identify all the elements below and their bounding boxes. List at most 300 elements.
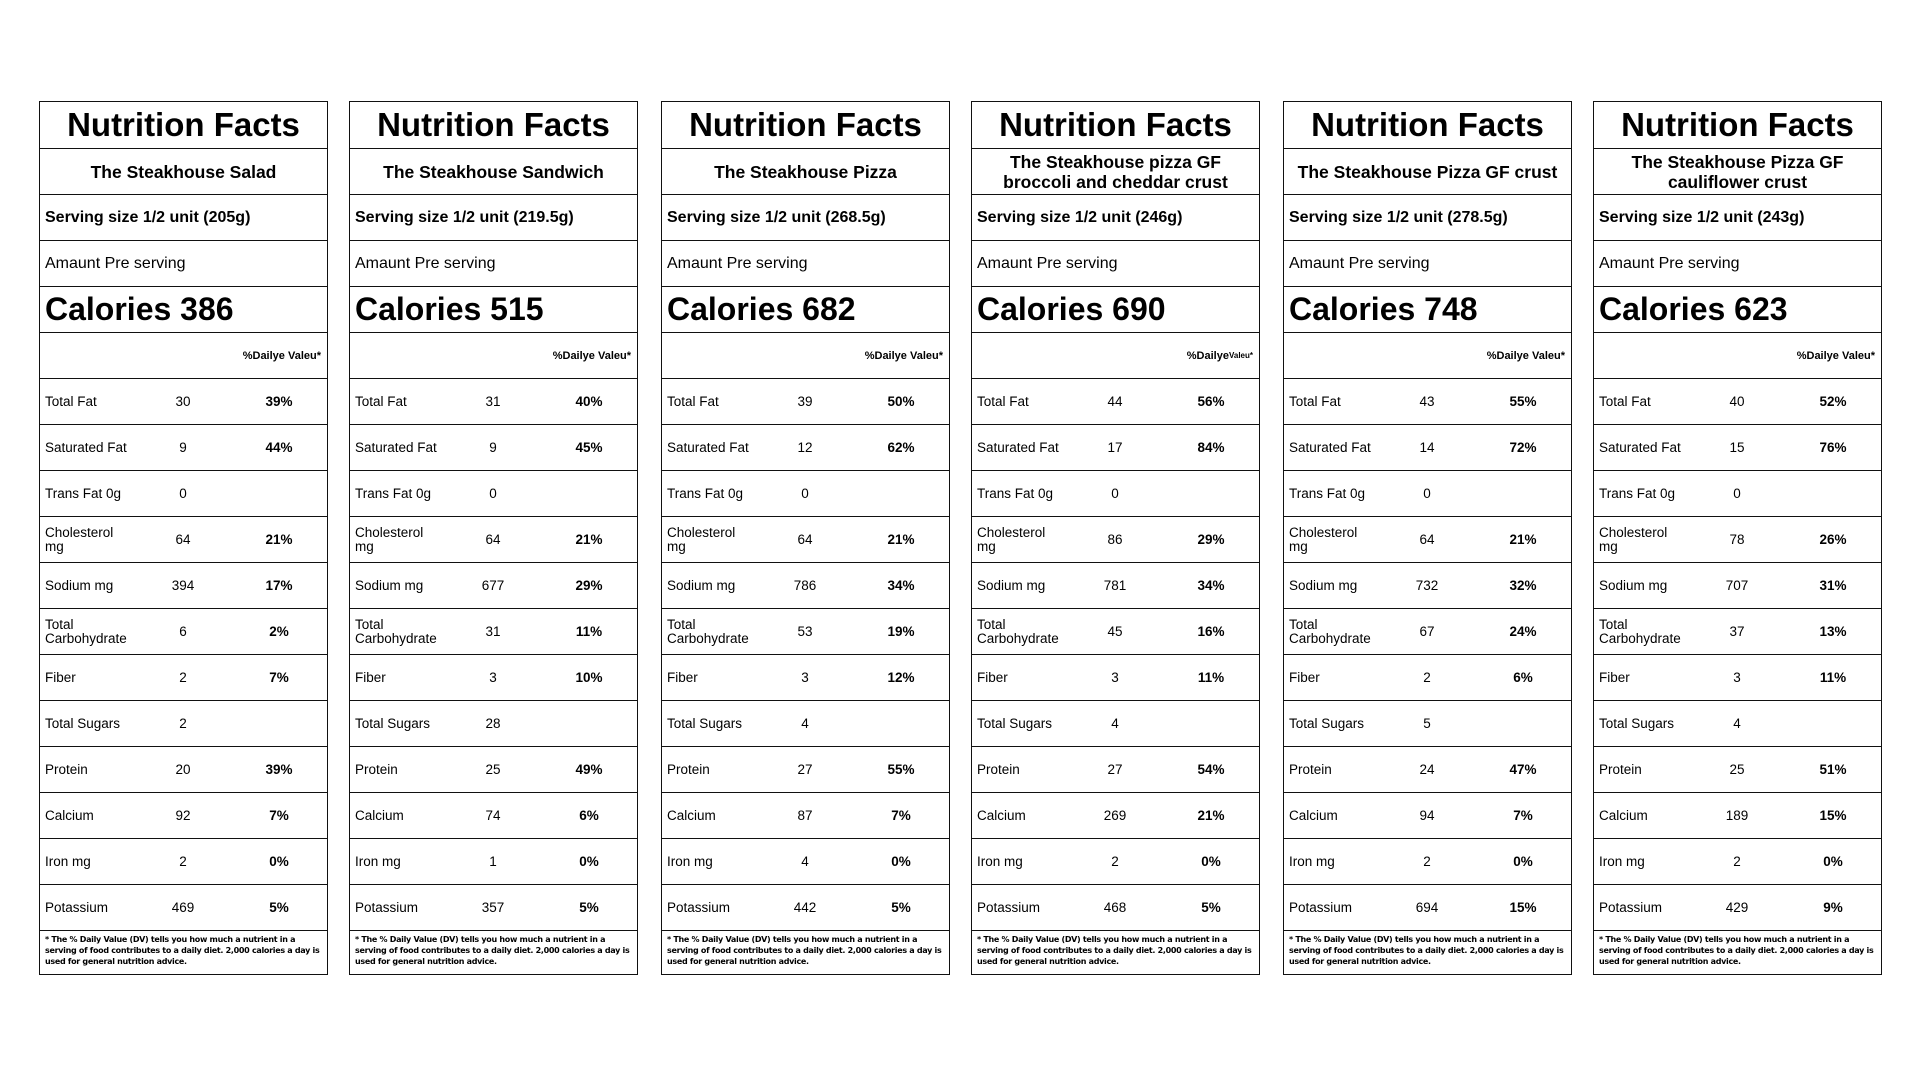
nutrient-name: Fiber (1289, 669, 1320, 685)
nutrient-daily-value: 15% (1509, 900, 1537, 915)
nutrient-amount: 3 (1111, 670, 1119, 685)
nutrient-row (1284, 517, 1571, 563)
nutrient-row (40, 563, 327, 609)
nutrition-label (971, 101, 1260, 975)
amount-per-serving: Amaunt Pre serving (350, 241, 637, 287)
nutrient-amount: 43 (1419, 394, 1435, 409)
nutrient-name: Protein (1289, 761, 1332, 777)
nutrient-daily-value: 50% (887, 394, 915, 409)
nutrient-daily-value: 11% (1197, 670, 1225, 685)
nutrient-row (1594, 655, 1881, 701)
nutrient-row (662, 839, 949, 885)
nutrient-amount: 64 (175, 532, 191, 547)
nutrient-amount: 15 (1729, 440, 1745, 455)
nutrient-row (350, 885, 637, 931)
nutrient-name: Protein (1599, 761, 1642, 777)
daily-value-header (350, 333, 637, 379)
serving-size: Serving size 1/2 unit (278.5g) (1284, 195, 1571, 241)
nutrient-daily-value: 21% (575, 532, 603, 547)
nutrient-amount: 3 (489, 670, 497, 685)
nutrient-row (972, 563, 1259, 609)
nutrient-row (1284, 885, 1571, 931)
nutrient-name: Total Fat (667, 393, 719, 409)
nutrient-name: Sodium mg (1599, 577, 1668, 593)
daily-value-header (1594, 333, 1881, 379)
nutrient-name: Fiber (45, 669, 76, 685)
nutrient-amount: 2 (179, 854, 187, 869)
nutrient-daily-value: 76% (1819, 440, 1847, 455)
nutrient-daily-value: 9% (1823, 900, 1843, 915)
serving-size: Serving size 1/2 unit (219.5g) (350, 195, 637, 241)
nutrient-daily-value: 62% (887, 440, 915, 455)
nutrient-amount: 31 (485, 394, 501, 409)
nutrient-row (662, 701, 949, 747)
nutrient-name: Cholesterol mg (1599, 524, 1668, 554)
nutrient-daily-value: 49% (575, 762, 603, 777)
label-title: Nutrition Facts (40, 102, 327, 149)
nutrient-amount: 2 (1733, 854, 1741, 869)
nutrient-daily-value: 39% (265, 762, 293, 777)
nutrient-row (1594, 885, 1881, 931)
product-name: The Steakhouse pizza GF broccoli and cheddar crust (972, 149, 1259, 195)
nutrient-daily-value: 5% (891, 900, 911, 915)
nutrition-label (1283, 101, 1572, 975)
nutrient-amount: 0 (179, 486, 187, 501)
serving-size: Serving size 1/2 unit (205g) (40, 195, 327, 241)
nutrient-amount: 269 (1103, 808, 1127, 823)
nutrient-daily-value: 56% (1197, 394, 1225, 409)
nutrient-name: Trans Fat 0g (977, 485, 1054, 501)
nutrient-amount: 9 (179, 440, 187, 455)
nutrient-row (40, 839, 327, 885)
nutrient-row (972, 839, 1259, 885)
nutrient-daily-value: 24% (1509, 624, 1537, 639)
nutrient-amount: 94 (1419, 808, 1435, 823)
nutrient-amount: 2 (179, 670, 187, 685)
product-name: The Steakhouse Pizza GF crust (1284, 149, 1571, 195)
nutrient-daily-value: 44% (265, 440, 293, 455)
nutrient-row (1284, 747, 1571, 793)
nutrient-row (662, 379, 949, 425)
nutrient-amount: 4 (801, 716, 809, 731)
nutrient-amount: 442 (793, 900, 817, 915)
nutrient-amount: 429 (1725, 900, 1749, 915)
nutrient-amount: 40 (1729, 394, 1745, 409)
nutrient-name: Total Sugars (355, 715, 431, 731)
nutrient-row (350, 747, 637, 793)
nutrient-name: Cholesterol mg (355, 524, 424, 554)
serving-size: Serving size 1/2 unit (243g) (1594, 195, 1881, 241)
nutrient-name: Total Sugars (667, 715, 743, 731)
nutrient-row (350, 793, 637, 839)
nutrient-name: Cholesterol mg (1289, 524, 1358, 554)
footnote: * The % Daily Value (DV) tells you how much a nutrient in a serving of food contributes to a daily diet. 2,000 calories a day is used for general nutrition advice. (1599, 935, 1874, 966)
nutrient-row (662, 471, 949, 517)
nutrient-daily-value: 15% (1819, 808, 1847, 823)
nutrient-name: Total Carbohydrate (355, 616, 437, 646)
nutrient-amount: 6 (179, 624, 187, 639)
nutrient-row (350, 425, 637, 471)
product-name: The Steakhouse Pizza (662, 149, 949, 195)
dv-header-text: %Dailye Valeu* (864, 349, 943, 362)
nutrient-name: Total Carbohydrate (1289, 616, 1371, 646)
nutrient-daily-value: 19% (887, 624, 915, 639)
nutrient-amount: 25 (485, 762, 501, 777)
nutrient-row (1594, 793, 1881, 839)
nutrient-name: Trans Fat 0g (1599, 485, 1676, 501)
daily-value-header (662, 333, 949, 379)
nutrient-row (1594, 517, 1881, 563)
nutrient-row (1594, 471, 1881, 517)
nutrient-name: Saturated Fat (1599, 439, 1681, 455)
nutrient-amount: 17 (1107, 440, 1123, 455)
nutrient-daily-value: 32% (1509, 578, 1537, 593)
nutrient-row (662, 793, 949, 839)
nutrient-amount: 64 (485, 532, 501, 547)
nutrient-amount: 1 (489, 854, 497, 869)
nutrient-name: Potassium (1599, 899, 1663, 915)
nutrient-amount: 394 (171, 578, 195, 593)
nutrient-name: Iron mg (1599, 853, 1645, 869)
nutrient-amount: 30 (175, 394, 191, 409)
product-name: The Steakhouse Pizza GF cauliflower crust (1594, 149, 1881, 195)
footnote: * The % Daily Value (DV) tells you how much a nutrient in a serving of food contributes to a daily diet. 2,000 calories a day is used for general nutrition advice. (977, 935, 1252, 966)
nutrition-label (39, 101, 328, 975)
nutrient-amount: 2 (1423, 670, 1431, 685)
nutrient-daily-value: 0% (1201, 854, 1221, 869)
calories: Calories 682 (662, 287, 949, 333)
nutrient-row (1284, 379, 1571, 425)
nutrient-row (662, 609, 949, 655)
nutrient-daily-value: 40% (575, 394, 603, 409)
nutrient-daily-value: 11% (575, 624, 603, 639)
nutrient-row (972, 609, 1259, 655)
nutrient-row (40, 701, 327, 747)
nutrient-amount: 87 (797, 808, 813, 823)
nutrient-row (1284, 609, 1571, 655)
nutrient-name: Calcium (355, 807, 404, 823)
nutrient-row (40, 517, 327, 563)
nutrient-row (350, 609, 637, 655)
nutrient-name: Total Sugars (1599, 715, 1675, 731)
nutrient-name: Cholesterol mg (45, 524, 114, 554)
nutrient-row (1284, 471, 1571, 517)
footnote: * The % Daily Value (DV) tells you how much a nutrient in a serving of food contributes to a daily diet. 2,000 calories a day is used for general nutrition advice. (1289, 935, 1564, 966)
nutrient-daily-value: 39% (265, 394, 293, 409)
amount-per-serving: Amaunt Pre serving (1284, 241, 1571, 287)
nutrient-daily-value: 0% (1513, 854, 1533, 869)
nutrient-name: Total Fat (977, 393, 1029, 409)
calories: Calories 748 (1284, 287, 1571, 333)
nutrient-daily-value: 84% (1197, 440, 1225, 455)
nutrient-name: Calcium (977, 807, 1026, 823)
nutrient-amount: 53 (797, 624, 813, 639)
label-title: Nutrition Facts (662, 102, 949, 149)
nutrient-row (1284, 793, 1571, 839)
dv-header-prefix: %Dailye (1186, 349, 1229, 362)
nutrient-row (972, 885, 1259, 931)
nutrient-name: Sodium mg (355, 577, 424, 593)
nutrient-row (1594, 747, 1881, 793)
nutrient-name: Iron mg (45, 853, 91, 869)
nutrition-label (661, 101, 950, 975)
nutrient-name: Trans Fat 0g (355, 485, 432, 501)
nutrient-daily-value: 21% (1509, 532, 1537, 547)
nutrient-name: Iron mg (977, 853, 1023, 869)
nutrient-name: Trans Fat 0g (45, 485, 122, 501)
nutrient-daily-value: 17% (265, 578, 293, 593)
nutrient-name: Cholesterol mg (977, 524, 1046, 554)
nutrient-name: Sodium mg (667, 577, 736, 593)
calories: Calories 690 (972, 287, 1259, 333)
nutrient-amount: 3 (801, 670, 809, 685)
nutrient-name: Total Carbohydrate (45, 616, 127, 646)
nutrient-row (972, 379, 1259, 425)
nutrient-name: Trans Fat 0g (1289, 485, 1366, 501)
nutrient-name: Saturated Fat (977, 439, 1059, 455)
nutrient-daily-value: 2% (269, 624, 289, 639)
nutrient-name: Iron mg (355, 853, 401, 869)
nutrient-daily-value: 13% (1819, 624, 1847, 639)
label-title: Nutrition Facts (350, 102, 637, 149)
nutrient-amount: 12 (797, 440, 813, 455)
nutrient-daily-value: 52% (1819, 394, 1847, 409)
nutrient-name: Total Carbohydrate (1599, 616, 1681, 646)
nutrient-daily-value: 5% (1201, 900, 1221, 915)
nutrient-amount: 27 (797, 762, 813, 777)
nutrient-row (40, 885, 327, 931)
nutrient-name: Saturated Fat (667, 439, 749, 455)
product-name: The Steakhouse Salad (40, 149, 327, 195)
nutrient-row (662, 885, 949, 931)
calories: Calories 623 (1594, 287, 1881, 333)
nutrient-amount: 786 (793, 578, 817, 593)
nutrient-daily-value: 31% (1819, 578, 1847, 593)
nutrient-amount: 357 (481, 900, 505, 915)
nutrient-row (40, 747, 327, 793)
nutrient-daily-value: 11% (1819, 670, 1847, 685)
nutrient-daily-value: 55% (887, 762, 915, 777)
serving-size: Serving size 1/2 unit (246g) (972, 195, 1259, 241)
nutrient-row (350, 563, 637, 609)
nutrient-daily-value: 7% (269, 808, 289, 823)
nutrient-row (40, 379, 327, 425)
nutrient-amount: 677 (481, 578, 505, 593)
nutrient-amount: 4 (1733, 716, 1741, 731)
nutrient-daily-value: 29% (575, 578, 603, 593)
nutrient-name: Iron mg (667, 853, 713, 869)
nutrient-row (1594, 701, 1881, 747)
nutrient-row (40, 655, 327, 701)
nutrient-name: Fiber (667, 669, 698, 685)
nutrient-amount: 0 (1423, 486, 1431, 501)
nutrient-daily-value: 7% (269, 670, 289, 685)
nutrient-daily-value: 26% (1819, 532, 1847, 547)
nutrient-amount: 189 (1725, 808, 1749, 823)
nutrient-daily-value: 34% (1197, 578, 1225, 593)
nutrient-name: Sodium mg (1289, 577, 1358, 593)
nutrient-name: Saturated Fat (355, 439, 437, 455)
nutrient-name: Total Carbohydrate (667, 616, 749, 646)
nutrient-daily-value: 72% (1509, 440, 1537, 455)
calories: Calories 386 (40, 287, 327, 333)
nutrient-row (972, 425, 1259, 471)
nutrient-name: Total Sugars (977, 715, 1053, 731)
nutrient-name: Fiber (1599, 669, 1630, 685)
nutrient-amount: 67 (1419, 624, 1435, 639)
nutrient-name: Calcium (667, 807, 716, 823)
daily-value-header (1284, 333, 1571, 379)
nutrient-row (662, 747, 949, 793)
nutrient-name: Trans Fat 0g (667, 485, 744, 501)
nutrient-row (40, 425, 327, 471)
nutrient-daily-value: 51% (1819, 762, 1847, 777)
nutrition-label (1593, 101, 1882, 975)
nutrient-amount: 0 (1111, 486, 1119, 501)
nutrient-name: Fiber (355, 669, 386, 685)
nutrient-row (1284, 425, 1571, 471)
nutrient-amount: 24 (1419, 762, 1435, 777)
nutrient-row (350, 379, 637, 425)
nutrient-amount: 2 (179, 716, 187, 731)
nutrient-amount: 64 (797, 532, 813, 547)
nutrient-amount: 78 (1729, 532, 1745, 547)
nutrient-row (1284, 839, 1571, 885)
nutrient-row (972, 517, 1259, 563)
nutrient-amount: 64 (1419, 532, 1435, 547)
nutrient-daily-value: 0% (579, 854, 599, 869)
nutrient-row (1594, 563, 1881, 609)
nutrient-name: Total Fat (1599, 393, 1651, 409)
nutrient-daily-value: 5% (579, 900, 599, 915)
nutrient-amount: 3 (1733, 670, 1741, 685)
nutrient-row (1284, 563, 1571, 609)
nutrient-amount: 31 (485, 624, 501, 639)
nutrient-row (350, 471, 637, 517)
nutrient-amount: 468 (1103, 900, 1127, 915)
nutrient-amount: 469 (171, 900, 195, 915)
nutrient-row (1594, 609, 1881, 655)
nutrient-name: Protein (667, 761, 710, 777)
nutrient-row (40, 609, 327, 655)
nutrient-daily-value: 47% (1509, 762, 1537, 777)
nutrient-name: Sodium mg (45, 577, 114, 593)
nutrient-amount: 2 (1423, 854, 1431, 869)
nutrient-name: Protein (45, 761, 88, 777)
serving-size: Serving size 1/2 unit (268.5g) (662, 195, 949, 241)
nutrient-daily-value: 12% (887, 670, 915, 685)
label-title: Nutrition Facts (1594, 102, 1881, 149)
footnote: * The % Daily Value (DV) tells you how much a nutrient in a serving of food contributes to a daily diet. 2,000 calories a day is used for general nutrition advice. (45, 935, 320, 966)
amount-per-serving: Amaunt Pre serving (972, 241, 1259, 287)
nutrient-amount: 5 (1423, 716, 1431, 731)
nutrient-amount: 27 (1107, 762, 1123, 777)
nutrient-row (972, 471, 1259, 517)
label-title: Nutrition Facts (1284, 102, 1571, 149)
nutrient-name: Calcium (45, 807, 94, 823)
nutrient-amount: 732 (1415, 578, 1439, 593)
nutrient-daily-value: 7% (1513, 808, 1533, 823)
nutrient-daily-value: 16% (1197, 624, 1225, 639)
nutrient-name: Iron mg (1289, 853, 1335, 869)
daily-value-header (40, 333, 327, 379)
nutrient-row (1594, 839, 1881, 885)
nutrient-amount: 45 (1107, 624, 1123, 639)
nutrient-name: Calcium (1599, 807, 1648, 823)
nutrient-name: Total Sugars (45, 715, 121, 731)
nutrient-row (1594, 379, 1881, 425)
nutrient-amount: 44 (1107, 394, 1123, 409)
nutrient-name: Total Fat (45, 393, 97, 409)
nutrient-amount: 92 (175, 808, 191, 823)
nutrient-amount: 25 (1729, 762, 1745, 777)
daily-value-header (972, 333, 1259, 379)
nutrient-row (662, 563, 949, 609)
nutrient-daily-value: 21% (265, 532, 293, 547)
nutrient-daily-value: 55% (1509, 394, 1537, 409)
nutrient-daily-value: 34% (887, 578, 915, 593)
nutrient-amount: 37 (1729, 624, 1745, 639)
nutrient-row (662, 655, 949, 701)
nutrient-row (350, 839, 637, 885)
nutrient-row (350, 655, 637, 701)
nutrient-name: Total Fat (1289, 393, 1341, 409)
nutrient-name: Potassium (977, 899, 1041, 915)
nutrient-name: Fiber (977, 669, 1008, 685)
nutrient-row (350, 517, 637, 563)
nutrient-amount: 74 (485, 808, 501, 823)
nutrient-amount: 39 (797, 394, 813, 409)
nutrient-daily-value: 6% (579, 808, 599, 823)
nutrient-daily-value: 5% (269, 900, 289, 915)
nutrient-row (972, 701, 1259, 747)
nutrient-amount: 707 (1725, 578, 1749, 593)
nutrient-daily-value: 6% (1513, 670, 1533, 685)
nutrient-daily-value: 54% (1197, 762, 1225, 777)
dv-header-text: %Dailye Valeu* (1486, 349, 1565, 362)
footnote: * The % Daily Value (DV) tells you how much a nutrient in a serving of food contributes to a daily diet. 2,000 calories a day is used for general nutrition advice. (355, 935, 630, 966)
nutrient-amount: 694 (1415, 900, 1439, 915)
nutrient-name: Total Fat (355, 393, 407, 409)
nutrient-amount: 28 (485, 716, 501, 731)
nutrient-name: Total Carbohydrate (977, 616, 1059, 646)
nutrient-row (972, 747, 1259, 793)
nutrient-daily-value: 0% (891, 854, 911, 869)
nutrient-amount: 86 (1107, 532, 1123, 547)
nutrient-name: Potassium (667, 899, 731, 915)
nutrient-daily-value: 21% (887, 532, 915, 547)
nutrient-amount: 781 (1103, 578, 1127, 593)
nutrient-amount: 20 (175, 762, 191, 777)
product-name: The Steakhouse Sandwich (350, 149, 637, 195)
nutrient-daily-value: 0% (1823, 854, 1843, 869)
amount-per-serving: Amaunt Pre serving (1594, 241, 1881, 287)
nutrient-amount: 0 (1733, 486, 1741, 501)
nutrient-amount: 14 (1419, 440, 1435, 455)
label-title: Nutrition Facts (972, 102, 1259, 149)
nutrient-daily-value: 45% (575, 440, 603, 455)
nutrient-row (40, 793, 327, 839)
nutrient-amount: 4 (801, 854, 809, 869)
dv-header-suffix: Valeu* (1228, 351, 1253, 360)
dv-header-text: %Dailye Valeu* (242, 349, 321, 362)
nutrient-row (972, 655, 1259, 701)
nutrient-name: Saturated Fat (45, 439, 127, 455)
nutrient-name: Potassium (355, 899, 419, 915)
nutrient-row (350, 701, 637, 747)
nutrient-amount: 0 (489, 486, 497, 501)
nutrient-name: Calcium (1289, 807, 1338, 823)
